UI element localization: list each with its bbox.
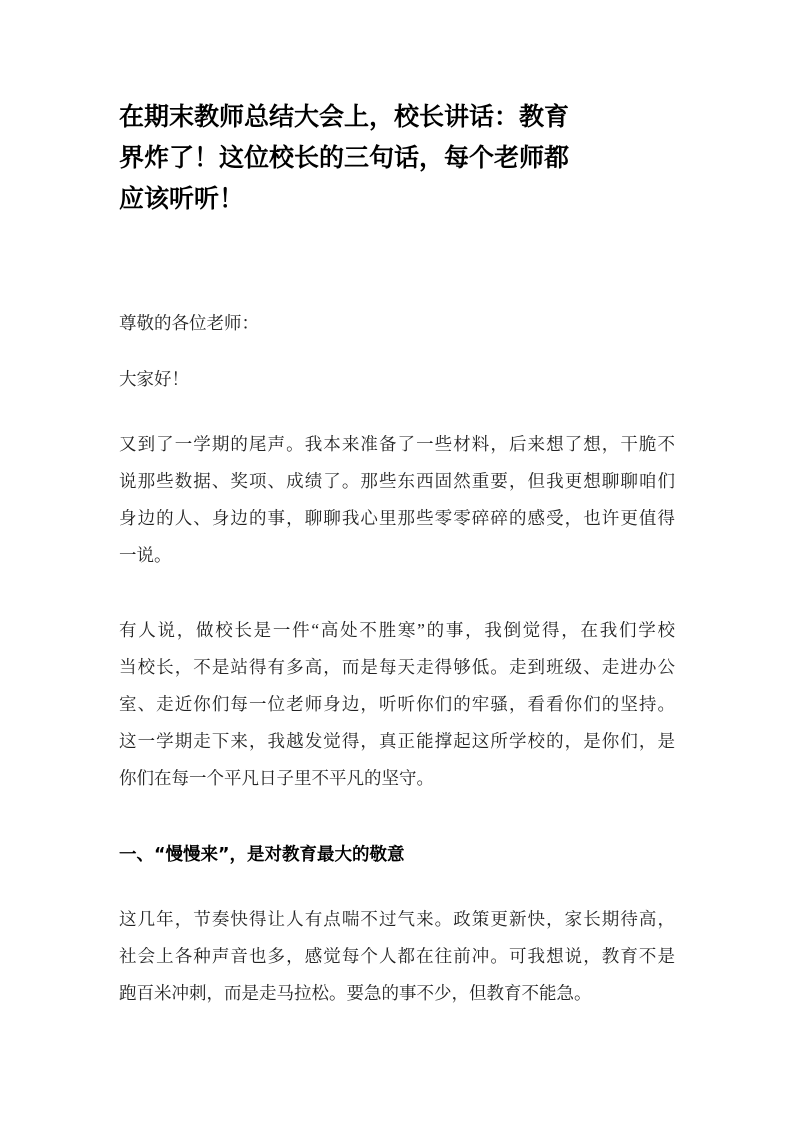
greeting-text: 大家好！ — [119, 369, 189, 389]
paragraph-3 — [119, 901, 675, 1012]
paragraph-line: 又到了一学期的尾声。我本来准备了一些材料，后来想了想，干脆不 — [119, 434, 675, 454]
paragraph-1 — [119, 426, 675, 574]
paragraph-line: 室、走近你们每一位老师身边，听听你们的牢骚，看看你们的坚持。 — [119, 694, 675, 714]
paragraph-line: 说那些数据、奖项、成绩了。那些东西固然重要，但我更想聊聊咱们 — [119, 471, 675, 491]
paragraph-line: 身边的人、身边的事，聊聊我心里那些零零碎碎的感受，也许更值得 — [119, 508, 675, 528]
paragraph-line: 这一学期走下来，我越发觉得，真正能撑起这所学校的，是你们，是 — [119, 731, 675, 751]
paragraph-line: 社会上各种声音也多，感觉每个人都在往前冲。可我想说，教育不是 — [119, 946, 675, 966]
paragraph-2 — [119, 612, 675, 797]
paragraph-line: 有人说，做校长是一件“高处不胜寒”的事，我倒觉得，在我们学校 — [119, 620, 675, 640]
salutation — [119, 305, 675, 342]
title-line: 界炸了！这位校长的三句话，每个老师都 — [119, 143, 570, 172]
paragraph-line: 这几年，节奏快得让人有点喘不过气来。政策更新快，家长期待高， — [119, 909, 675, 929]
paragraph-line: 跑百米冲刺，而是走马拉松。要急的事不少，但教育不能急。 — [119, 983, 592, 1003]
title-line: 在期末教师总结大会上，校长讲话：教育 — [119, 102, 570, 131]
title-line: 应该听听！ — [119, 184, 245, 213]
document-title — [119, 96, 675, 219]
paragraph-line: 你们在每一个平凡日子里不平凡的坚守。 — [119, 768, 434, 788]
greeting — [119, 361, 675, 398]
salutation-text: 尊敬的各位老师： — [119, 313, 259, 333]
paragraph-line: 一说。 — [119, 545, 172, 565]
paragraph-line: 当校长，不是站得有多高，而是每天走得够低。走到班级、走进办公 — [119, 657, 675, 677]
section-heading: 一、“慢慢来”，是对教育最大的敬意 — [119, 845, 405, 865]
